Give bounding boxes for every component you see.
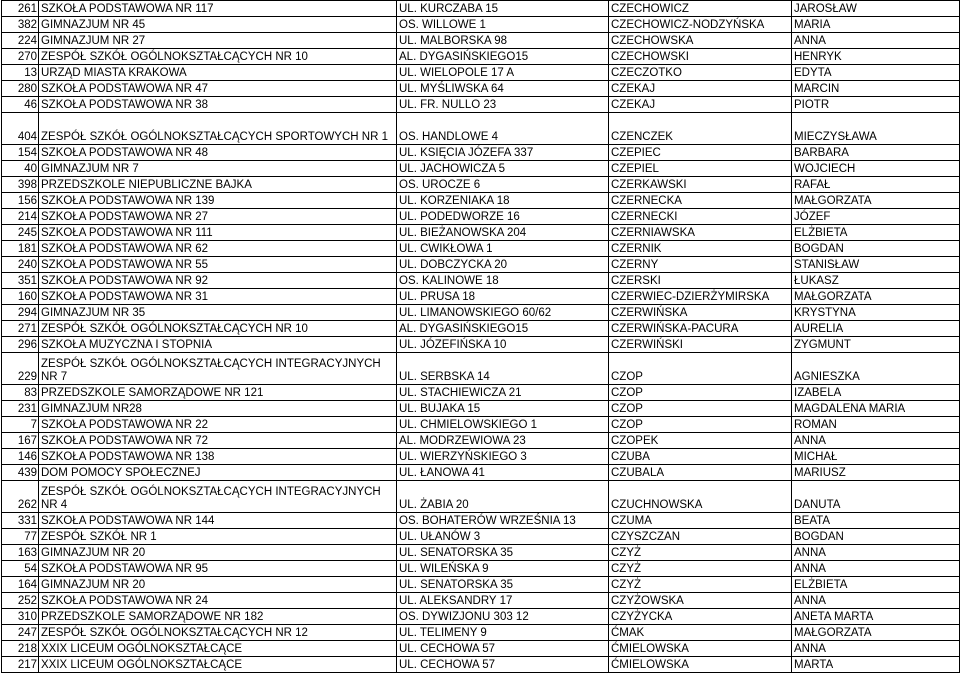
surname-cell: CZOP — [609, 401, 792, 417]
row-number-cell: 245 — [2, 225, 39, 241]
address-cell: UL. PODEDWORZE 16 — [397, 209, 609, 225]
first-name-cell: ŁUKASZ — [792, 273, 960, 289]
table-row — [2, 289, 960, 305]
row-number-cell: 382 — [2, 17, 39, 33]
address-cell: UL. DOBCZYCKA 20 — [397, 257, 609, 273]
school-name-cell: ZESPÓŁ SZKÓŁ OGÓLNOKSZTAŁCĄCYCH NR 12 — [39, 625, 397, 641]
school-name-cell: SZKOŁA PODSTAWOWA NR 31 — [39, 289, 397, 305]
school-name-cell: SZKOŁA PODSTAWOWA NR 62 — [39, 241, 397, 257]
table-row — [2, 305, 960, 321]
row-number-cell: 439 — [2, 465, 39, 481]
school-name-cell: ZESPÓŁ SZKÓŁ OGÓLNOKSZTAŁCĄCYCH SPORTOWYCH NR 1 — [39, 113, 397, 145]
address-cell: AL. DYGASIŃSKIEGO15 — [397, 321, 609, 337]
first-name-cell: MARIUSZ — [792, 465, 960, 481]
table-row — [2, 337, 960, 353]
row-number-cell: 331 — [2, 513, 39, 529]
table-row — [2, 609, 960, 625]
first-name-cell: AGNIESZKA — [792, 353, 960, 385]
surname-cell: CZERSKI — [609, 273, 792, 289]
table-row — [2, 81, 960, 97]
table-row — [2, 561, 960, 577]
first-name-cell: ANNA — [792, 433, 960, 449]
table-row — [2, 641, 960, 657]
school-name-cell: GIMNAZJUM NR 45 — [39, 17, 397, 33]
address-cell: OS. BOHATERÓW WRZEŚNIA 13 — [397, 513, 609, 529]
address-cell: UL. CECHOWA 57 — [397, 641, 609, 657]
surname-cell: CZECHOWSKI — [609, 49, 792, 65]
row-number-cell: 214 — [2, 209, 39, 225]
table-row — [2, 1, 960, 17]
school-name-cell: GIMNAZJUM NR 20 — [39, 577, 397, 593]
surname-cell: CZERNECKA — [609, 193, 792, 209]
address-cell: UL. ŻABIA 20 — [397, 481, 609, 513]
school-name-cell: SZKOŁA PODSTAWOWA NR 92 — [39, 273, 397, 289]
table-row — [2, 209, 960, 225]
first-name-cell: ANNA — [792, 593, 960, 609]
first-name-cell: MAŁGORZATA — [792, 625, 960, 641]
first-name-cell: ZYGMUNT — [792, 337, 960, 353]
address-cell: UL. KORZENIAKA 18 — [397, 193, 609, 209]
surname-cell: CZYSZCZAN — [609, 529, 792, 545]
surname-cell: CZOP — [609, 353, 792, 385]
address-cell: UL. MYŚLIWSKA 64 — [397, 81, 609, 97]
school-name-cell: PRZEDSZKOLE SAMORZĄDOWE NR 121 — [39, 385, 397, 401]
school-name-cell: ZESPÓŁ SZKÓŁ NR 1 — [39, 529, 397, 545]
table-row — [2, 113, 960, 145]
table-row — [2, 577, 960, 593]
first-name-cell: BARBARA — [792, 145, 960, 161]
school-name-cell: SZKOŁA PODSTAWOWA NR 22 — [39, 417, 397, 433]
address-cell: UL. BIEŻANOWSKA 204 — [397, 225, 609, 241]
table-row — [2, 433, 960, 449]
row-number-cell: 146 — [2, 449, 39, 465]
surname-cell: CZERWIŃSKA — [609, 305, 792, 321]
school-name-cell: GIMNAZJUM NR 27 — [39, 33, 397, 49]
surname-cell: CZYŻYCKA — [609, 609, 792, 625]
address-cell: UL. SENATORSKA 35 — [397, 577, 609, 593]
first-name-cell: JÓZEF — [792, 209, 960, 225]
school-name-cell: SZKOŁA PODSTAWOWA NR 139 — [39, 193, 397, 209]
first-name-cell: ANETA MARTA — [792, 609, 960, 625]
first-name-cell: DANUTA — [792, 481, 960, 513]
first-name-cell: EDYTA — [792, 65, 960, 81]
row-number-cell: 280 — [2, 81, 39, 97]
school-name-cell: SZKOŁA PODSTAWOWA NR 27 — [39, 209, 397, 225]
school-name-cell: XXIX LICEUM OGÓLNOKSZTAŁCĄCE — [39, 641, 397, 657]
address-cell: UL. KSIĘCIA JÓZEFA 337 — [397, 145, 609, 161]
row-number-cell: 181 — [2, 241, 39, 257]
school-name-cell: PRZEDSZKOLE SAMORZĄDOWE NR 182 — [39, 609, 397, 625]
surname-cell: CZUCHNOWSKA — [609, 481, 792, 513]
row-number-cell: 167 — [2, 433, 39, 449]
school-name-cell: SZKOŁA PODSTAWOWA NR 48 — [39, 145, 397, 161]
surname-cell: CZECHOWICZ — [609, 1, 792, 17]
address-cell: AL. MODRZEWIOWA 23 — [397, 433, 609, 449]
row-number-cell: 229 — [2, 353, 39, 385]
surname-cell: CZERNIK — [609, 241, 792, 257]
school-name-cell: SZKOŁA PODSTAWOWA NR 117 — [39, 1, 397, 17]
surname-cell: CZEPIEL — [609, 161, 792, 177]
surname-cell: CZYŻOWSKA — [609, 593, 792, 609]
table-row — [2, 529, 960, 545]
surname-cell: CZERWIŃSKA-PACURA — [609, 321, 792, 337]
table-row — [2, 353, 960, 385]
surname-cell: CZECHOWICZ-NODZYŃSKA — [609, 17, 792, 33]
first-name-cell: BOGDAN — [792, 241, 960, 257]
address-cell: UL. PRUSA 18 — [397, 289, 609, 305]
surname-cell: ĆMIELOWSKA — [609, 657, 792, 673]
first-name-cell: ANNA — [792, 641, 960, 657]
address-cell: UL. KURCZABA 15 — [397, 1, 609, 17]
surname-cell: CZERNIAWSKA — [609, 225, 792, 241]
surname-cell: CZERWIEC-DZIERŻYMIRSKA — [609, 289, 792, 305]
first-name-cell: IZABELA — [792, 385, 960, 401]
address-cell: UL. TELIMENY 9 — [397, 625, 609, 641]
first-name-cell: STANISŁAW — [792, 257, 960, 273]
surname-cell: CZERWIŃSKI — [609, 337, 792, 353]
surname-cell: CZERNY — [609, 257, 792, 273]
address-cell: UL. BUJAKA 15 — [397, 401, 609, 417]
first-name-cell: ANNA — [792, 33, 960, 49]
surname-cell: CZEKAJ — [609, 81, 792, 97]
table-row — [2, 193, 960, 209]
school-name-cell: GIMNAZJUM NR28 — [39, 401, 397, 417]
school-name-cell: SZKOŁA MUZYCZNA I STOPNIA — [39, 337, 397, 353]
school-name-cell: SZKOŁA PODSTAWOWA NR 47 — [39, 81, 397, 97]
first-name-cell: ELŻBIETA — [792, 225, 960, 241]
row-number-cell: 247 — [2, 625, 39, 641]
address-cell: UL. WILEŃSKA 9 — [397, 561, 609, 577]
row-number-cell: 398 — [2, 177, 39, 193]
table-row — [2, 97, 960, 113]
address-cell: UL. JÓZEFIŃSKA 10 — [397, 337, 609, 353]
row-number-cell: 224 — [2, 33, 39, 49]
address-cell: UL. FR. NULLO 23 — [397, 97, 609, 113]
row-number-cell: 77 — [2, 529, 39, 545]
row-number-cell: 294 — [2, 305, 39, 321]
school-name-cell: SZKOŁA PODSTAWOWA NR 72 — [39, 433, 397, 449]
row-number-cell: 163 — [2, 545, 39, 561]
address-cell: OS. UROCZE 6 — [397, 177, 609, 193]
first-name-cell: MAŁGORZATA — [792, 289, 960, 305]
address-cell: AL. DYGASIŃSKIEGO15 — [397, 49, 609, 65]
school-name-cell: SZKOŁA PODSTAWOWA NR 144 — [39, 513, 397, 529]
table-body — [2, 1, 960, 673]
surname-cell: CZERNECKI — [609, 209, 792, 225]
row-number-cell: 154 — [2, 145, 39, 161]
surname-cell: CZOP — [609, 417, 792, 433]
row-number-cell: 271 — [2, 321, 39, 337]
address-cell: OS. DYWIZJONU 303 12 — [397, 609, 609, 625]
table-row — [2, 161, 960, 177]
row-number-cell: 40 — [2, 161, 39, 177]
school-name-cell: SZKOŁA PODSTAWOWA NR 138 — [39, 449, 397, 465]
table-row — [2, 177, 960, 193]
table-row — [2, 257, 960, 273]
school-name-cell: SZKOŁA PODSTAWOWA NR 111 — [39, 225, 397, 241]
surname-cell: CZERKAWSKI — [609, 177, 792, 193]
surname-cell: ĆMIELOWSKA — [609, 641, 792, 657]
row-number-cell: 231 — [2, 401, 39, 417]
first-name-cell: MAGDALENA MARIA — [792, 401, 960, 417]
address-cell: UL. JACHOWICZA 5 — [397, 161, 609, 177]
school-name-cell: SZKOŁA PODSTAWOWA NR 38 — [39, 97, 397, 113]
table-row — [2, 625, 960, 641]
address-cell: OS. HANDLOWE 4 — [397, 113, 609, 145]
row-number-cell: 218 — [2, 641, 39, 657]
row-number-cell: 46 — [2, 97, 39, 113]
school-name-cell: ZESPÓŁ SZKÓŁ OGÓLNOKSZTAŁCĄCYCH NR 10 — [39, 321, 397, 337]
table-row — [2, 49, 960, 65]
address-cell: UL. LIMANOWSKIEGO 60/62 — [397, 305, 609, 321]
table-row — [2, 33, 960, 49]
first-name-cell: ANNA — [792, 545, 960, 561]
first-name-cell: BEATA — [792, 513, 960, 529]
address-cell: OS. WILLOWE 1 — [397, 17, 609, 33]
table-row — [2, 225, 960, 241]
row-number-cell: 404 — [2, 113, 39, 145]
address-cell: UL. ŁANOWA 41 — [397, 465, 609, 481]
row-number-cell: 270 — [2, 49, 39, 65]
row-number-cell: 7 — [2, 417, 39, 433]
school-name-cell: ZESPÓŁ SZKÓŁ OGÓLNOKSZTAŁCĄCYCH INTEGRACYJNYCH NR 7 — [39, 353, 397, 385]
row-number-cell: 351 — [2, 273, 39, 289]
first-name-cell: WOJCIECH — [792, 161, 960, 177]
row-number-cell: 252 — [2, 593, 39, 609]
school-name-cell: ZESPÓŁ SZKÓŁ OGÓLNOKSZTAŁCĄCYCH NR 10 — [39, 49, 397, 65]
first-name-cell: HENRYK — [792, 49, 960, 65]
table-row — [2, 593, 960, 609]
school-name-cell: DOM POMOCY SPOŁECZNEJ — [39, 465, 397, 481]
school-name-cell: GIMNAZJUM NR 20 — [39, 545, 397, 561]
table-row — [2, 65, 960, 81]
address-cell: UL. CECHOWA 57 — [397, 657, 609, 673]
surname-cell: CZECZOTKO — [609, 65, 792, 81]
table-row — [2, 449, 960, 465]
first-name-cell: JAROSŁAW — [792, 1, 960, 17]
address-cell: UL. STACHIEWICZA 21 — [397, 385, 609, 401]
school-name-cell: GIMNAZJUM NR 7 — [39, 161, 397, 177]
address-cell: UL. WIERZYŃSKIEGO 3 — [397, 449, 609, 465]
address-cell: UL. UŁANÓW 3 — [397, 529, 609, 545]
first-name-cell: MARTA — [792, 657, 960, 673]
table-row — [2, 545, 960, 561]
row-number-cell: 240 — [2, 257, 39, 273]
surname-cell: CZUMA — [609, 513, 792, 529]
table-row — [2, 465, 960, 481]
school-name-cell: SZKOŁA PODSTAWOWA NR 24 — [39, 593, 397, 609]
address-cell: UL. SENATORSKA 35 — [397, 545, 609, 561]
school-name-cell: SZKOŁA PODSTAWOWA NR 95 — [39, 561, 397, 577]
table-row — [2, 385, 960, 401]
table-row — [2, 273, 960, 289]
table-row — [2, 401, 960, 417]
first-name-cell: AURELIA — [792, 321, 960, 337]
school-name-cell: URZĄD MIASTA KRAKOWA — [39, 65, 397, 81]
first-name-cell: RAFAŁ — [792, 177, 960, 193]
first-name-cell: ELŻBIETA — [792, 577, 960, 593]
row-number-cell: 261 — [2, 1, 39, 17]
first-name-cell: MARCIN — [792, 81, 960, 97]
row-number-cell: 54 — [2, 561, 39, 577]
school-name-cell: GIMNAZJUM NR 35 — [39, 305, 397, 321]
row-number-cell: 164 — [2, 577, 39, 593]
table-row — [2, 145, 960, 161]
address-cell: UL. CWIKŁOWA 1 — [397, 241, 609, 257]
school-name-cell: XXIX LICEUM OGÓLNOKSZTAŁCĄCE — [39, 657, 397, 673]
school-name-cell: ZESPÓŁ SZKÓŁ OGÓLNOKSZTAŁCĄCYCH INTEGRACYJNYCH NR 4 — [39, 481, 397, 513]
address-cell: UL. SERBSKA 14 — [397, 353, 609, 385]
table-row — [2, 513, 960, 529]
surname-cell: CZUBA — [609, 449, 792, 465]
first-name-cell: PIOTR — [792, 97, 960, 113]
surname-cell: CZUBALA — [609, 465, 792, 481]
table-row — [2, 481, 960, 513]
schools-table — [1, 0, 960, 673]
table-row — [2, 657, 960, 673]
school-name-cell: PRZEDSZKOLE NIEPUBLICZNE BAJKA — [39, 177, 397, 193]
row-number-cell: 13 — [2, 65, 39, 81]
address-cell: UL. ALEKSANDRY 17 — [397, 593, 609, 609]
first-name-cell: BOGDAN — [792, 529, 960, 545]
first-name-cell: ROMAN — [792, 417, 960, 433]
row-number-cell: 296 — [2, 337, 39, 353]
address-cell: UL. MALBORSKA 98 — [397, 33, 609, 49]
surname-cell: CZEKAJ — [609, 97, 792, 113]
first-name-cell: MICHAŁ — [792, 449, 960, 465]
surname-cell: ĆMAK — [609, 625, 792, 641]
school-name-cell: SZKOŁA PODSTAWOWA NR 55 — [39, 257, 397, 273]
row-number-cell: 156 — [2, 193, 39, 209]
first-name-cell: ANNA — [792, 561, 960, 577]
address-cell: UL. WIELOPOLE 17 A — [397, 65, 609, 81]
table-row — [2, 321, 960, 337]
surname-cell: CZEPIEC — [609, 145, 792, 161]
row-number-cell: 217 — [2, 657, 39, 673]
table-row — [2, 241, 960, 257]
surname-cell: CZYŻ — [609, 561, 792, 577]
surname-cell: CZECHOWSKA — [609, 33, 792, 49]
first-name-cell: MARIA — [792, 17, 960, 33]
row-number-cell: 310 — [2, 609, 39, 625]
surname-cell: CZOPEK — [609, 433, 792, 449]
row-number-cell: 83 — [2, 385, 39, 401]
surname-cell: CZOP — [609, 385, 792, 401]
surname-cell: CZENCZEK — [609, 113, 792, 145]
table-row — [2, 417, 960, 433]
row-number-cell: 160 — [2, 289, 39, 305]
first-name-cell: MAŁGORZATA — [792, 193, 960, 209]
surname-cell: CZYŻ — [609, 545, 792, 561]
table-row — [2, 17, 960, 33]
surname-cell: CZYŻ — [609, 577, 792, 593]
first-name-cell: MIECZYSŁAWA — [792, 113, 960, 145]
address-cell: OS. KALINOWE 18 — [397, 273, 609, 289]
first-name-cell: KRYSTYNA — [792, 305, 960, 321]
address-cell: UL. CHMIELOWSKIEGO 1 — [397, 417, 609, 433]
row-number-cell: 262 — [2, 481, 39, 513]
